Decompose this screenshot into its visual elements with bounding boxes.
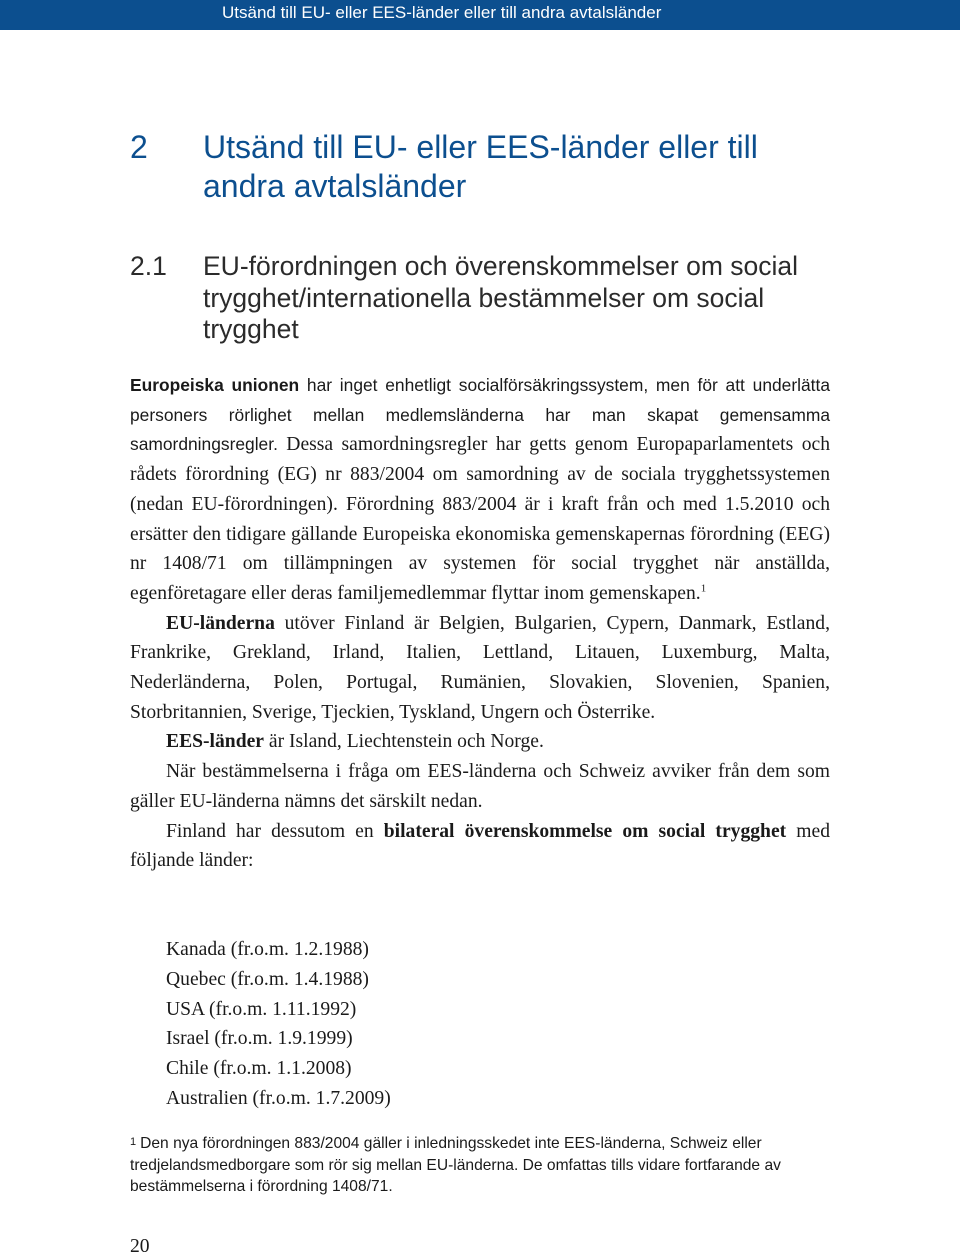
section-title: EU-förordningen och överenskommelser om social trygghet/internationella bestämmelser om social trygghet — [203, 251, 799, 344]
list-item: Kanada (fr.o.m. 1.2.1988) — [166, 939, 369, 960]
bilateral-country-list — [166, 935, 566, 1114]
paragraph-bilateral — [130, 817, 830, 876]
bilateral-agreement-emphasis: bilateral överenskommelse om social trygghet — [383, 820, 787, 842]
lead-europeiska-unionen: Europeiska unionen — [130, 375, 300, 395]
footnote-text: Den nya förordningen 883/2004 gäller i inledningsskedet inte EES-länderna, Schweiz eller tredjelandsmedborgare som rör sig mellan EU-länderna. De omfattas tills vidare fortfarande av bestämmelserna i förordning 1408/71. — [130, 1135, 781, 1195]
list-item: Israel (fr.o.m. 1.9.1999) — [166, 1028, 353, 1050]
paragraph-eu-countries — [130, 609, 830, 728]
paragraph-ees-switzerland: När bestämmelserna i fråga om EES-länderna och Schweiz avviker från dem som gäller EU-länderna nämns det särskilt nedan. — [130, 761, 830, 812]
section-number: 2.1 — [130, 251, 167, 281]
footnote-mark: 1 — [130, 1136, 137, 1148]
list-item: Australien (fr.o.m. 1.7.2009) — [166, 1087, 391, 1109]
chapter-title: Utsänd till EU- eller EES-länder eller till andra avtalsländer — [203, 129, 758, 204]
running-header-title: Utsänd till EU- eller EES-länder eller till andra avtalsländer — [222, 3, 662, 22]
paragraph-text: Dessa samordningsregler har getts genom Europaparlamentets och rådets förordning (EG) nr 883/2004 om samordning av de sociala trygghetssystemen (nedan EU-förordningen). Förordning 883/2004 är i kraft från och med 1.5.2010 och ersätter den tidigare gällande Europeiska ekonomiska gemenskapernas förordning (EEG) nr 1408/71 om tillämpningen av systemen för social trygghet när anställda, egenföretagare eller deras familjemedlemmar flyttar inom gemenskapen. — [130, 434, 830, 604]
list-item: Chile (fr.o.m. 1.1.2008) — [166, 1058, 352, 1080]
paragraph-eu-regulation — [130, 371, 830, 609]
paragraph-text: utöver Finland är Belgien, Bulgarien, Cypern, Danmark, Estland, Frankrike, Grekland, Irland, Italien, Lettland, Litauen, Luxemburg, Malta, Nederländerna, Polen, Portugal, Rumänien, Slovakien, Slovenien, Spanien, Storbritannien, Sverige, Tjeckien, Tyskland, Ungern och Österrike. — [130, 612, 830, 723]
list-item: USA (fr.o.m. 1.11.1992) — [166, 998, 357, 1020]
lead-ees-lander: EES-länder — [166, 731, 264, 753]
footnote — [130, 1133, 830, 1198]
chapter-number: 2 — [130, 129, 148, 165]
list-item: Quebec (fr.o.m. 1.4.1988) — [166, 968, 369, 990]
lead-eu-landerna: EU-länderna — [166, 612, 275, 634]
paragraph-ees-countries — [130, 727, 830, 757]
body-text — [130, 371, 830, 876]
page-number: 20 — [130, 1236, 150, 1257]
footnote-reference: 1 — [700, 582, 707, 595]
paragraph-text: med följande länder: — [130, 820, 830, 872]
paragraph-text-sans: har inget enhetligt socialförsäkringssystem, men för att underlätta personers rörlighet mellan medlemsländerna har man skapat gemensamma samordningsregler. — [130, 375, 830, 455]
paragraph-text: är Island, Liechtenstein och Norge. — [264, 731, 544, 753]
running-header-bar — [0, 0, 960, 30]
paragraph-text: Finland har dessutom en — [166, 820, 384, 842]
